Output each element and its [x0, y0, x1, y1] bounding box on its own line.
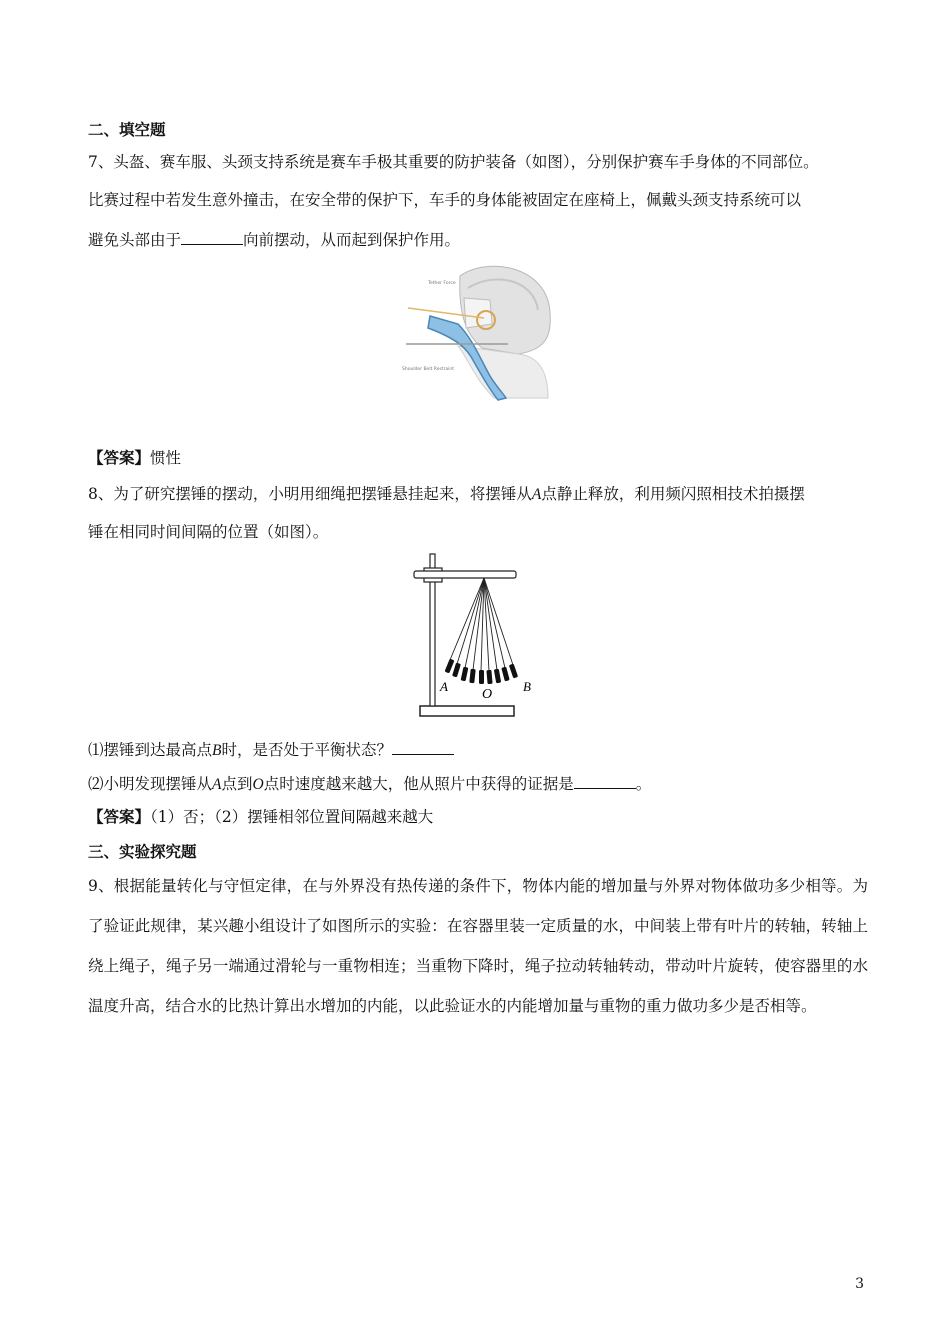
pendulum-label-o: O: [482, 687, 493, 702]
q8-sub-2-o: O: [252, 776, 264, 793]
pendulum-label-a: A: [440, 679, 448, 694]
q8-sub-1: [88, 738, 454, 760]
q7-line-1: 7、头盔、赛车服、头颈支持系统是赛车手极其重要的防护装备（如图），分别保护赛车手身体的不同部位。: [88, 153, 819, 171]
q8-sub-2-post: 点时速度越来越大，他从照片中获得的证据是: [263, 775, 574, 793]
hans-device-figure: [398, 258, 558, 408]
q7-line-3-post: 向前摆动，从而起到保护作用。: [243, 231, 461, 249]
page-number: 3: [855, 1276, 864, 1292]
q7-answer-label: 【答案】: [88, 448, 151, 467]
q7-line-3: [88, 228, 460, 250]
pendulum-figure: [410, 550, 530, 722]
q7-answer: [88, 446, 181, 468]
q8-answer-text: （1）否；（2）摆锤相邻位置间隔越来越大: [150, 808, 434, 826]
pendulum-label-b: B: [523, 679, 531, 694]
q8-line-1-pre: 8、为了研究摆锤的摆动，小明用细绳把摆锤悬挂起来，将摆锤从: [88, 485, 532, 503]
q9-text: 9、根据能量转化与守恒定律，在与外界没有热传递的条件下，物体内能的增加量与外界对物体做功多少相等。为了验证此规律，某兴趣小组设计了如图所示的实验：在容器里装一定质量的水，中间装上带有叶片的转轴，转轴上绕上绳子，绳子另一端通过滑轮与一重物相连；当重物下降时，绳子拉动转轴转动，带动叶片旋转，使容器里的水温度升高，结合水的比热计算出水增加的内能，以此验证水的内能增加量与重物的重力做功多少是否相等。: [88, 877, 868, 1015]
q7-answer-text: 惯性: [150, 449, 182, 467]
q8-answer: [88, 805, 433, 827]
q8-sub-2-pre: ⑵小明发现摆锤从: [88, 775, 213, 793]
q8-point-a: A: [531, 486, 542, 503]
q8-sub-1-pre: ⑴摆锤到达最高点: [88, 741, 213, 759]
section-3-heading: 三、实验探究题: [88, 843, 197, 861]
q8-line-2: 锤在相同时间间隔的位置（如图）。: [88, 523, 329, 541]
q7-line-2: 比赛过程中若发生意外撞击，在安全带的保护下，车手的身体能被固定在座椅上，佩戴头颈支持系统可以: [88, 191, 802, 209]
horizontal-bar: [414, 571, 516, 578]
q8-sub-1-post: 时，是否处于平衡状态？: [221, 741, 392, 759]
q8-answer-label: 【答案】: [88, 807, 151, 826]
q8-sub-2-mid: 点到: [221, 775, 253, 793]
shoulder-belt-label: Shoulder Belt Restraint: [402, 367, 455, 372]
q7-line-3-pre: 避免头部由于: [88, 231, 182, 249]
q8-sub-2-a: A: [212, 776, 222, 793]
q8-line-1: [88, 482, 805, 504]
q7-answer-blank: [181, 230, 243, 245]
q8-sub-2-blank: [574, 774, 636, 789]
tether-force-label: Tether Force: [428, 281, 456, 286]
q8-sub-1-b: B: [212, 742, 222, 759]
q8-sub-2: [88, 772, 651, 794]
q8-sub-1-blank: [392, 740, 454, 755]
q8-line-1-post: 点静止释放，利用频闪照相技术拍摄摆: [541, 485, 805, 503]
q8-sub-2-end: 。: [635, 775, 652, 793]
section-2-heading: 二、填空题: [88, 121, 166, 139]
pendulum-strings: [450, 578, 513, 671]
stand-base: [420, 706, 514, 716]
